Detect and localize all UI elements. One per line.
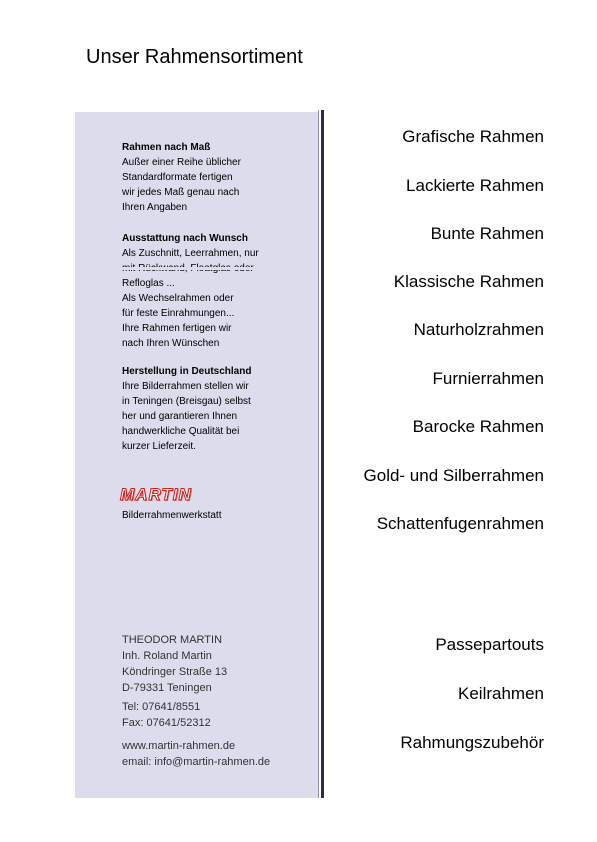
section-line: Außer einer Reihe üblicher [122, 157, 241, 168]
sidebar-divider-thin [318, 110, 319, 798]
product-item: Grafische Rahmen [402, 127, 544, 146]
section-line: Refloglas ... [122, 278, 175, 289]
section-heading: Rahmen nach Maß [122, 142, 211, 153]
product-item: Klassische Rahmen [393, 272, 544, 291]
logo-subtitle: Bilderrahmenwerkstatt [122, 510, 222, 521]
product-item: Gold- und Silberrahmen [363, 466, 544, 485]
section-heading: Ausstattung nach Wunsch [122, 233, 248, 244]
martin-logo: MARTIN [120, 485, 192, 504]
section-made-in-germany [122, 364, 251, 454]
postal-address [122, 632, 227, 696]
product-item: Furnierrahmen [432, 369, 544, 388]
section-line: Als Wechselrahmen oder [122, 293, 234, 304]
product-item: Lackierte Rahmen [406, 176, 544, 195]
phone-contact [122, 699, 211, 731]
section-line: Ihre Rahmen fertigen wir [122, 323, 232, 334]
owner-name: Inh. Roland Martin [122, 650, 212, 662]
city: D-79331 Teningen [122, 682, 212, 694]
section-line: handwerkliche Qualität bei [122, 426, 240, 437]
section-line: wir jedes Maß genau nach [122, 187, 240, 198]
section-line: kurzer Lieferzeit. [122, 441, 196, 452]
telephone: Tel: 07641/8551 [122, 701, 201, 713]
website-link[interactable]: www.martin-rahmen.de [122, 740, 236, 752]
sidebar-divider-thick [321, 110, 324, 798]
email-link[interactable]: email: info@martin-rahmen.de [122, 756, 271, 768]
section-line: Ihre Bilderrahmen stellen wir [122, 381, 249, 392]
section-line: Als Zuschnitt, Leerrahmen, nur [122, 248, 259, 259]
product-item: Schattenfugenrahmen [376, 514, 544, 533]
accessory-item: Rahmungszubehör [400, 733, 544, 752]
section-line: für feste Einrahmungen... [122, 308, 235, 319]
product-item: Naturholzrahmen [413, 320, 544, 339]
section-line: Ihren Angaben [122, 202, 188, 213]
product-item: Barocke Rahmen [412, 417, 544, 436]
street: Köndringer Straße 13 [122, 666, 228, 678]
section-custom-size [122, 140, 241, 215]
accessory-item: Keilrahmen [458, 684, 544, 703]
company-name: THEODOR MARTIN [122, 634, 223, 646]
text-clip-gap [122, 267, 282, 270]
section-line: Standardformate fertigen [122, 172, 233, 183]
section-line: her und garantieren Ihnen [122, 411, 238, 422]
fax: Fax: 07641/52312 [122, 717, 211, 729]
page-title: Unser Rahmensortiment [86, 46, 303, 68]
product-item: Bunte Rahmen [430, 224, 544, 243]
accessory-item: Passepartouts [435, 635, 544, 654]
section-heading: Herstellung in Deutschland [122, 366, 252, 377]
web-contact [122, 738, 270, 770]
section-line: nach Ihren Wünschen [122, 338, 220, 349]
section-equipment [122, 231, 259, 351]
section-line: in Teningen (Breisgau) selbst [122, 396, 251, 407]
